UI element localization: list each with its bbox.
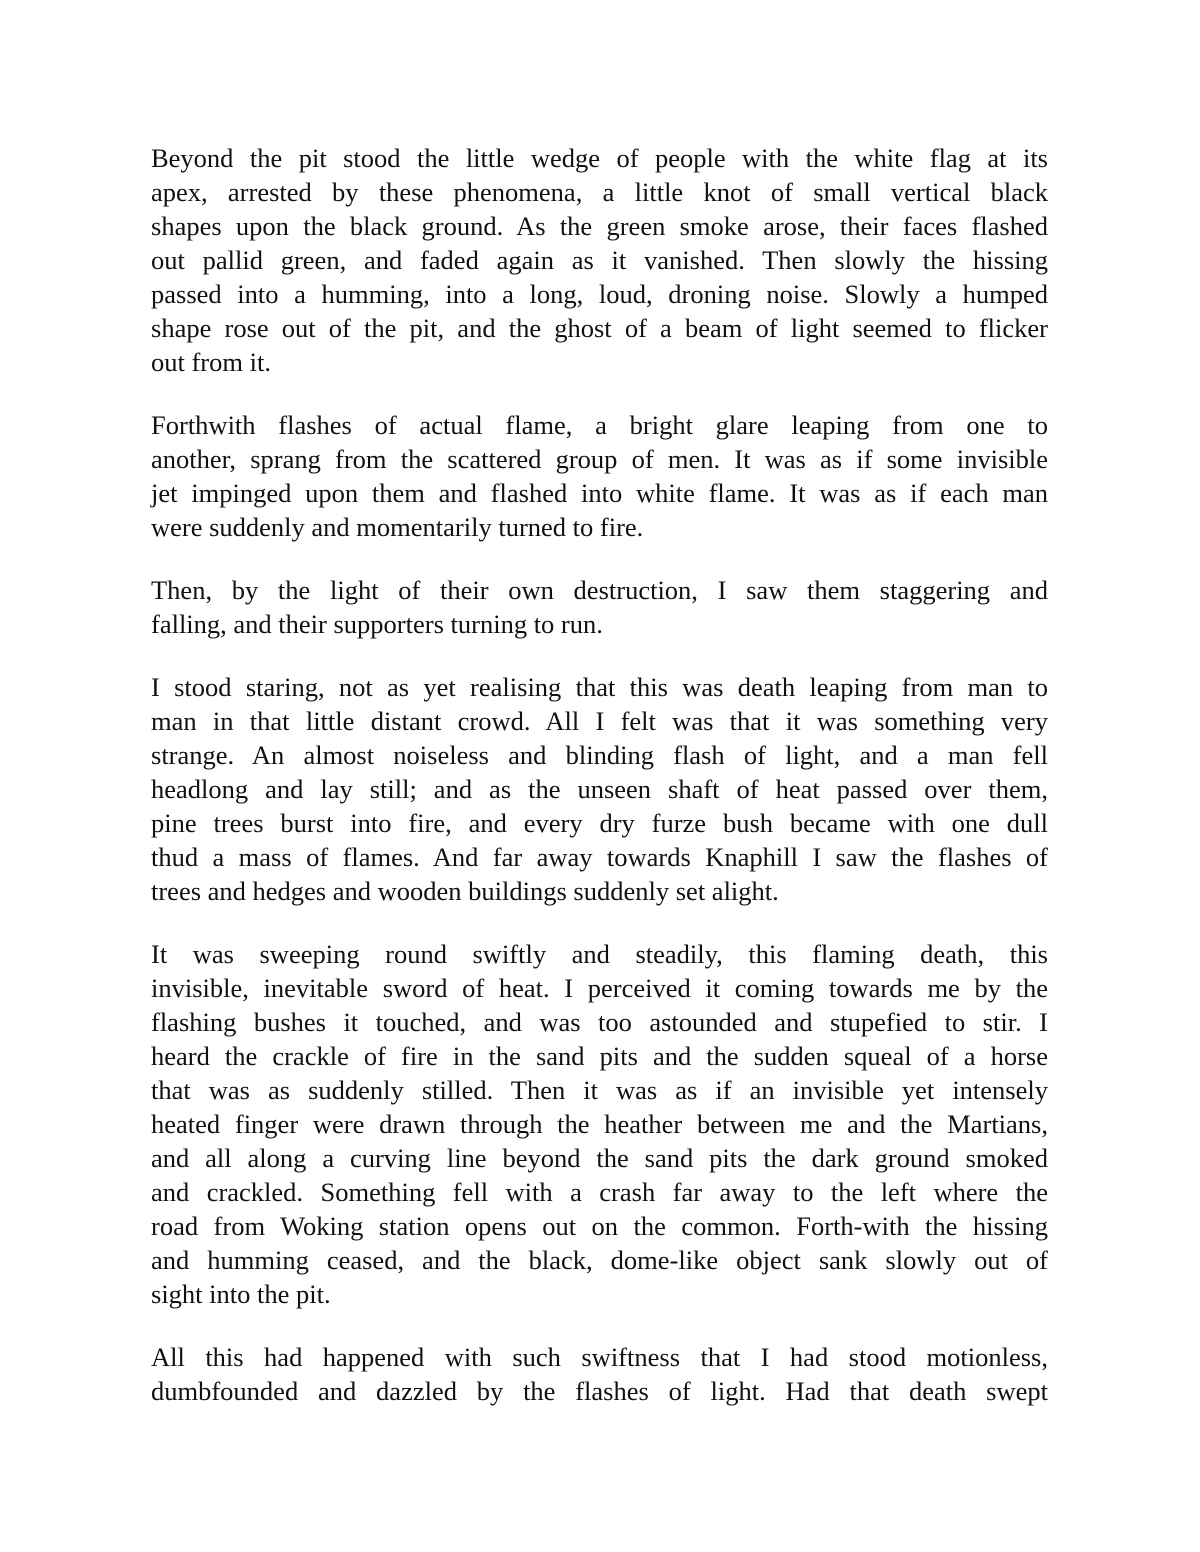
text-line: Forthwith flashes of actual flame, a bright glare leaping from one to	[151, 410, 1048, 440]
text-line: thud a mass of flames. And far away towards Knaphill I saw the flashes of	[151, 842, 1048, 872]
paragraph-1	[151, 141, 1048, 379]
paragraph-3	[151, 573, 1048, 641]
text-line: trees and hedges and wooden buildings suddenly set alight.	[151, 876, 779, 906]
text-line: and humming ceased, and the black, dome-like object sank slowly out of	[151, 1245, 1048, 1275]
text-line: Beyond the pit stood the little wedge of people with the white flag at its	[151, 143, 1048, 173]
text-line: headlong and lay still; and as the unseen shaft of heat passed over them,	[151, 774, 1048, 804]
text-line: and all along a curving line beyond the sand pits the dark ground smoked	[151, 1143, 1048, 1173]
text-line: flashing bushes it touched, and was too astounded and stupefied to stir. I	[151, 1007, 1048, 1037]
text-line: I stood staring, not as yet realising that this was death leaping from man to	[151, 672, 1048, 702]
text-line: heated finger were drawn through the heather between me and the Martians,	[151, 1109, 1048, 1139]
paragraph-4	[151, 670, 1048, 908]
paragraph-2	[151, 408, 1048, 544]
text-line: out pallid green, and faded again as it vanished. Then slowly the hissing	[151, 245, 1048, 275]
text-line: Then, by the light of their own destruction, I saw them staggering and	[151, 575, 1048, 605]
text-line: jet impinged upon them and flashed into white flame. It was as if each man	[151, 478, 1048, 508]
paragraph-6	[151, 1340, 1048, 1408]
text-line: pine trees burst into fire, and every dry furze bush became with one dull	[151, 808, 1048, 838]
text-line: and crackled. Something fell with a crash far away to the left where the	[151, 1177, 1048, 1207]
text-line: shape rose out of the pit, and the ghost of a beam of light seemed to flicker	[151, 313, 1048, 343]
text-line: passed into a humming, into a long, loud, droning noise. Slowly a humped	[151, 279, 1048, 309]
text-line: strange. An almost noiseless and blinding flash of light, and a man fell	[151, 740, 1048, 770]
text-line: All this had happened with such swiftness that I had stood motionless,	[151, 1342, 1048, 1372]
text-line: another, sprang from the scattered group of men. It was as if some invisible	[151, 444, 1048, 474]
text-line: were suddenly and momentarily turned to fire.	[151, 512, 644, 542]
text-line: heard the crackle of fire in the sand pits and the sudden squeal of a horse	[151, 1041, 1048, 1071]
text-line: shapes upon the black ground. As the green smoke arose, their faces flashed	[151, 211, 1048, 241]
text-line: It was sweeping round swiftly and steadily, this flaming death, this	[151, 939, 1048, 969]
paragraph-5	[151, 937, 1048, 1311]
text-line: invisible, inevitable sword of heat. I perceived it coming towards me by the	[151, 973, 1048, 1003]
text-line: that was as suddenly stilled. Then it was as if an invisible yet intensely	[151, 1075, 1048, 1105]
text-line: road from Woking station opens out on the common. Forth-with the hissing	[151, 1211, 1048, 1241]
text-line: falling, and their supporters turning to run.	[151, 609, 603, 639]
text-line: out from it.	[151, 347, 271, 377]
document-page	[151, 141, 1048, 1437]
text-line: dumbfounded and dazzled by the flashes of light. Had that death swept	[151, 1376, 1048, 1406]
text-line: apex, arrested by these phenomena, a little knot of small vertical black	[151, 177, 1048, 207]
text-line: sight into the pit.	[151, 1279, 331, 1309]
text-line: man in that little distant crowd. All I felt was that it was something very	[151, 706, 1048, 736]
